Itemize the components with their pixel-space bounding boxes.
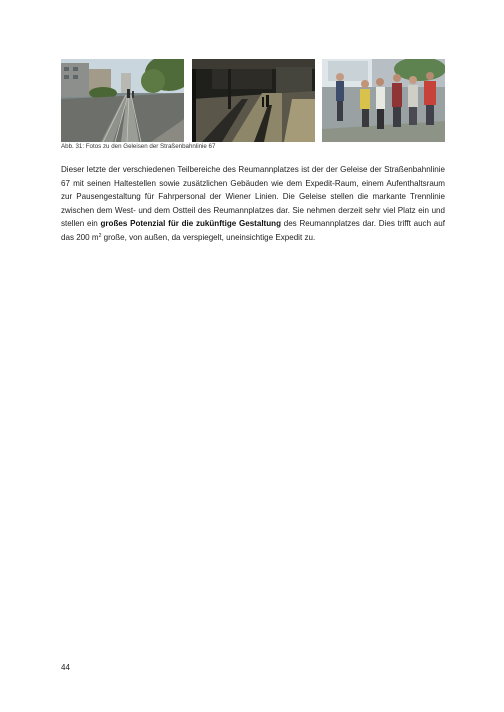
page-number: 44: [61, 663, 70, 672]
square-meter-superscript: 2: [98, 232, 102, 239]
paragraph-text-part-2: des Reumannplatzes dar. Dies trifft auch auf das 200 m: [61, 219, 445, 242]
tram-tracks-street-photo: [61, 59, 184, 142]
people-at-tram-stop-photo: [322, 59, 445, 142]
tram-station-shadows-photo: [192, 59, 315, 142]
figure-caption: Abb. 31: Fotos zu den Geleisen der Straßenbahnlinie 67: [61, 143, 216, 150]
paragraph-text-part-3: große, von außen, da verspiegelt, uneinsichtige Expedit zu.: [101, 232, 316, 242]
body-paragraph: [61, 163, 445, 244]
paragraph-emphasis: großes Potenzial für die zukünftige Gestaltung: [100, 219, 281, 228]
paragraph-text-part-1: Dieser letzte der verschiedenen Teilbereiche des Reumannplatzes ist der der Geleise der Straßenbahnlinie 67 mit seinen Haltestellen sowie zusätzlichen Gebäuden wie dem Expedit-Raum, einem Aufenthaltsraum zur Pausengestaltung für Fahrpersonal der Wiener Linien. Die Geleise stellen die markante Trennlinie zwischen dem West- und dem Ostteil des Reumannplatzes dar. Sie nehmen derzeit sehr viel Platz ein und stellen ein: [61, 165, 445, 228]
